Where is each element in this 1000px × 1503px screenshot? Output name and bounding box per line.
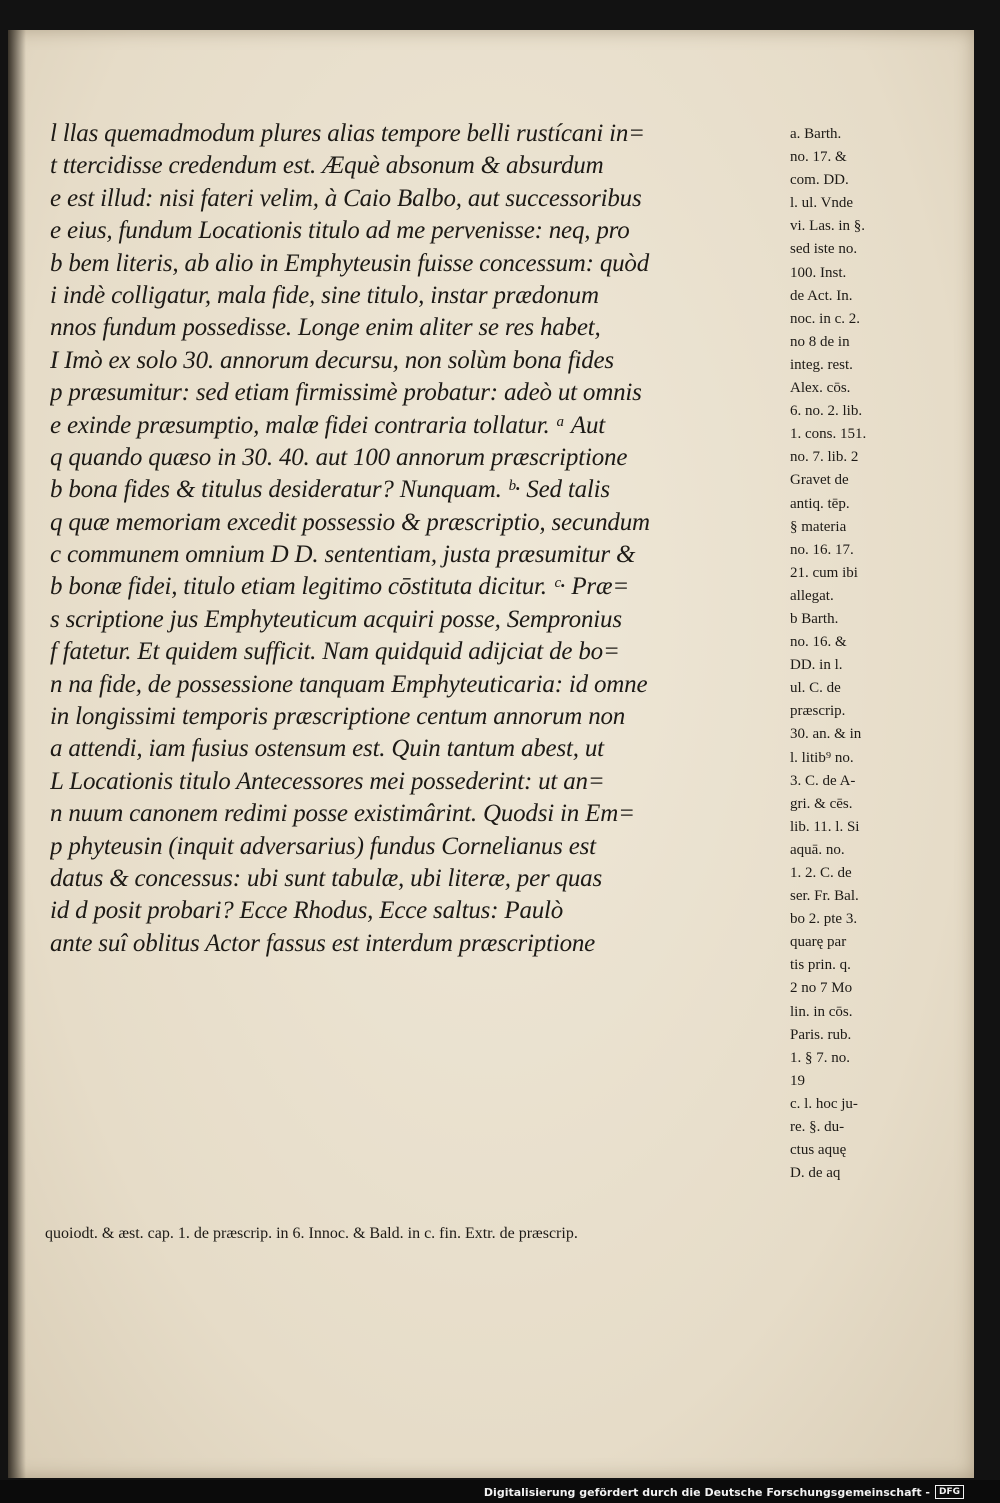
margin-note: 21. cum ibi [790,564,858,581]
margin-note: 19 [790,1072,805,1089]
margin-note: c. l. hoc ju- [790,1095,858,1112]
margin-note: quarę par [790,934,847,951]
margin-note: tis prin. q. [790,957,851,974]
margin-note: 1. cons. 151. [790,426,867,443]
text-line: p præsumitur: sed etiam firmissimè probatur: adeò ut omnis [50,379,642,407]
margin-note: a. Barth. [790,126,842,142]
margin-note: gri. & cēs. [790,795,853,812]
margin-note: de Act. In. [790,287,853,304]
margin-note: com. DD. [790,172,849,189]
marginal-notes [790,123,912,1185]
text-line: n nuum canonem redimi posse existimârint. Quodsi in Em= [50,800,635,828]
text-line: c communem omnium D D. sententiam, justa præsumitur & [50,541,636,569]
page-gutter-shadow [8,30,26,1478]
text-line: l llas quemadmodum plures alias tempore belli rustícani in= [50,120,645,147]
text-line: datus & concessus: ubi sunt tabulæ, ubi literæ, per quas [50,864,602,892]
text-line: id d posit probari? Ecce Rhodus, Ecce saltus: Paulò [50,897,564,925]
text-line: L Locationis titulo Antecessores mei possederint: ut an= [50,767,605,795]
margin-note: bo 2. pte 3. [790,911,858,928]
margin-note: § materia [790,518,847,535]
margin-note: 6. no. 2. lib. [790,403,863,420]
margin-note: vi. Las. in §. [790,218,865,235]
text-line: nnos fundum possedisse. Longe enim aliter se res habet, [50,314,601,342]
margin-note: no. 17. & [790,149,847,166]
margin-note: lin. in cōs. [790,1003,853,1020]
text-line: b bonæ fidei, titulo etiam legitimo cōstituta dicitur. ᶜ· Præ= [50,573,630,601]
margin-note: ul. C. de [790,680,841,697]
text-line: q quando quæso in 30. 40. aut 100 annorum præscriptione [50,443,628,471]
margin-note: ser. Fr. Bal. [790,888,859,905]
margin-note: no. 7. lib. 2 [790,449,859,466]
text-line: n na fide, de possessione tanquam Emphyteuticaria: id omne [50,670,648,698]
margin-note: integ. rest. [790,356,853,373]
text-line: a attendi, iam fusius ostensum est. Quin tantum abest, ut [50,735,604,763]
margin-note: Gravet de [790,472,849,489]
text-line: b bem literis, ab alio in Emphyteusin fuisse concessum: quòd [50,249,650,277]
margin-note: allegat. [790,587,834,604]
text-line: i indè colligatur, mala fide, sine titulo, instar prædonum [50,281,599,309]
text-line: f fatetur. Et quidem sufficit. Nam quidquid adijciat de bo= [50,638,620,666]
text-line: q quæ memoriam excedit possessio & præscriptio, secundum [50,508,650,536]
dfg-logo-icon: DFG [935,1485,964,1499]
credit-text: Digitalisierung gefördert durch die Deutsche Forschungsgemeinschaft - [483,1485,930,1499]
text-line: p phyteusin (inquit adversarius) fundus Cornelianus est [50,832,596,860]
text-line: I Imò ex solo 30. annorum decursu, non solùm bona fides [50,346,614,374]
margin-note: 100. Inst. [790,264,847,281]
text-line: e est illud: nisi fateri velim, à Caio Balbo, aut successoribus [50,184,642,212]
margin-note: antiq. tēp. [790,495,850,512]
margin-note: no. 16. & [790,634,847,651]
margin-note: b Barth. [790,610,839,627]
margin-note: DD. in l. [790,657,843,674]
margin-note: Alex. cōs. [790,380,851,397]
margin-note: no. 16. 17. [790,541,854,558]
margin-note: 2 no 7 Mo [790,980,853,997]
margin-note: D. de aq [790,1165,841,1182]
margin-note: 1. § 7. no. [790,1049,850,1066]
text-line: e eius, fundum Locationis titulo ad me pervenisse: neq, pro [50,217,630,245]
margin-note: noc. in c. 2. [790,310,860,327]
margin-note: aquā. no. [790,841,845,858]
margin-note: 3. C. de A- [790,772,856,789]
margin-note: sed iste no. [790,241,858,258]
text-line: ante suî oblitus Actor fassus est interdum præscriptione [50,929,596,957]
margin-note: l. ul. Vnde [790,195,854,212]
catchword-footnote: quoiodt. & æst. cap. 1. de præscrip. in 6. Innoc. & Bald. in c. fin. Extr. de præscrip. [45,1225,578,1242]
margin-note: præscrip. [790,703,846,720]
text-line: b bona fides & titulus desideratur? Nunquam. ᵇ· Sed talis [50,476,610,504]
digitization-credit [484,1485,964,1499]
text-line: e exinde præsumptio, malæ fidei contraria tollatur. ᵃ Aut [50,411,606,439]
main-text-block [50,118,795,960]
margin-note: 30. an. & in [790,726,862,743]
margin-note: no 8 de in [790,333,850,350]
margin-note: re. §. du- [790,1119,845,1136]
margin-note: l. litib⁹ no. [790,749,854,766]
margin-note: ctus aquę [790,1142,847,1159]
text-line: in longissimi temporis præscriptione centum annorum non [50,703,626,731]
text-line: t ttercidisse credendum est. Æquè absonum & absurdum [50,152,604,180]
margin-note: lib. 11. l. Si [790,818,860,835]
text-line: s scriptione jus Emphyteuticum acquiri posse, Sempronius [50,605,622,633]
margin-note: Paris. rub. [790,1026,852,1043]
margin-note: 1. 2. C. de [790,865,852,881]
